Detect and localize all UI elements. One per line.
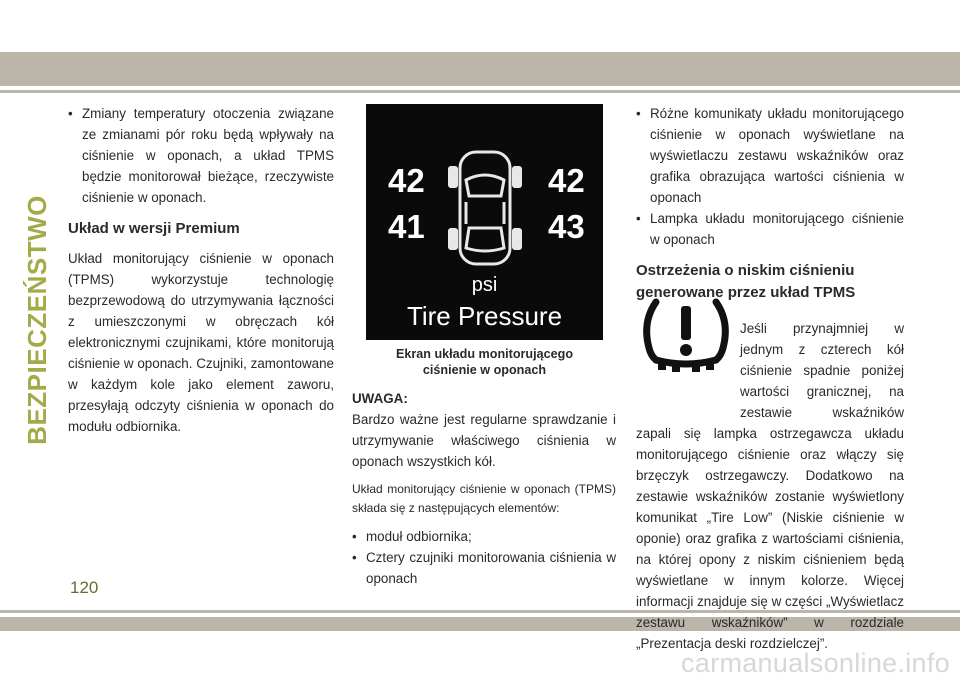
page-number: 120 bbox=[70, 578, 99, 597]
note-text: Bardzo ważne jest regularne sprawdzanie i utrzymywanie właściwego ciśnienia w oponach wszystkich kół. bbox=[352, 412, 616, 469]
bullet-messages: • Różne komunikaty układu monitorującego ciśnienie w oponach wyświetlane na wyświetlaczu zestawu wskaźników oraz grafika obrazująca wartości ciśnienia w oponach bbox=[636, 103, 904, 208]
note-title: UWAGA: bbox=[352, 391, 408, 406]
column-right bbox=[636, 103, 904, 654]
watermark: carmanualsonline.info bbox=[681, 648, 950, 678]
pressure-unit: psi bbox=[471, 274, 498, 296]
tire-pressure-warning-icon bbox=[640, 296, 732, 376]
display-label: Tire Pressure bbox=[406, 301, 563, 331]
column-middle bbox=[352, 388, 616, 589]
pressure-front-left: 42 bbox=[388, 162, 425, 199]
components-intro: Układ monitorujący ciśnienie w oponach (TPMS) składa się z następujących elementów: bbox=[352, 482, 616, 515]
tpms-display-image bbox=[366, 104, 603, 340]
column-left bbox=[68, 103, 334, 437]
header-band bbox=[0, 52, 960, 86]
heading-premium: Układ w wersji Premium bbox=[68, 220, 240, 237]
caption-line-2: ciśnienie w oponach bbox=[422, 363, 547, 377]
vehicle-top-view-icon bbox=[446, 144, 524, 270]
section-side-title-text: BEZPIECZEŃSTWO bbox=[22, 195, 52, 445]
heading-low-pressure: Ostrzeżenia o niskim ciśnieniu generowane przez układ TPMS bbox=[636, 262, 856, 301]
pressure-rear-right: 43 bbox=[548, 208, 585, 245]
component-item: • Cztery czujniki monitorowania ciśnienia w oponach bbox=[352, 547, 616, 589]
bullet-lamp: • Lampka układu monitorującego ciśnienie w oponach bbox=[636, 208, 904, 250]
component-item: • moduł odbiornika; bbox=[352, 526, 616, 547]
image-caption bbox=[366, 346, 603, 378]
pressure-rear-left: 41 bbox=[388, 208, 425, 245]
bullet-temperature: • Zmiany temperatury otoczenia związane ze zmianami pór roku będą wpływały na ciśnienie w oponach, a układ TPMS będzie monitorował bieżące, rzeczywiste ciśnienie w oponach. bbox=[68, 103, 334, 208]
header-rule bbox=[0, 90, 960, 93]
caption-line-1: Ekran układu monitorującego bbox=[395, 347, 574, 361]
pressure-front-right: 42 bbox=[548, 162, 585, 199]
paragraph-low-pressure: Jeśli przynajmniej w jednym z czterech kół ciśnienie spadnie poniżej wartości granicznej, na zestawie wskaźników zapali się lampka ostrzegawcza układu monitorującego ciśnienie oraz włączy się brzęczyk ostrzegawczy. Dodatkowo na zestawie wskaźników zostanie wyświetlony komunikat „Tire Low” (Niskie ciśnienie w oponie) oraz grafika z wartościami ciśnienia, na której opony z niskim ciśnieniem będą wyświetlane w innym kolorze. Więcej informacji znajduje się w części „Wyświetlacz zestawu wskaźników” w rozdziale „Prezentacja deski rozdzielczej”. bbox=[636, 321, 904, 651]
paragraph-premium: Układ monitorujący ciśnienie w oponach (TPMS) wykorzystuje technologię bezprzewodową do utrzymywania łączności z umieszczonymi w obręczach kół elektronicznymi czujnikami, które monitorują ciśnienie w oponach. Czujniki, zamontowane w każdym kole jako element zaworu, przesyłają odczyty ciśnienia w oponach do modułu odbiornika. bbox=[68, 251, 334, 434]
